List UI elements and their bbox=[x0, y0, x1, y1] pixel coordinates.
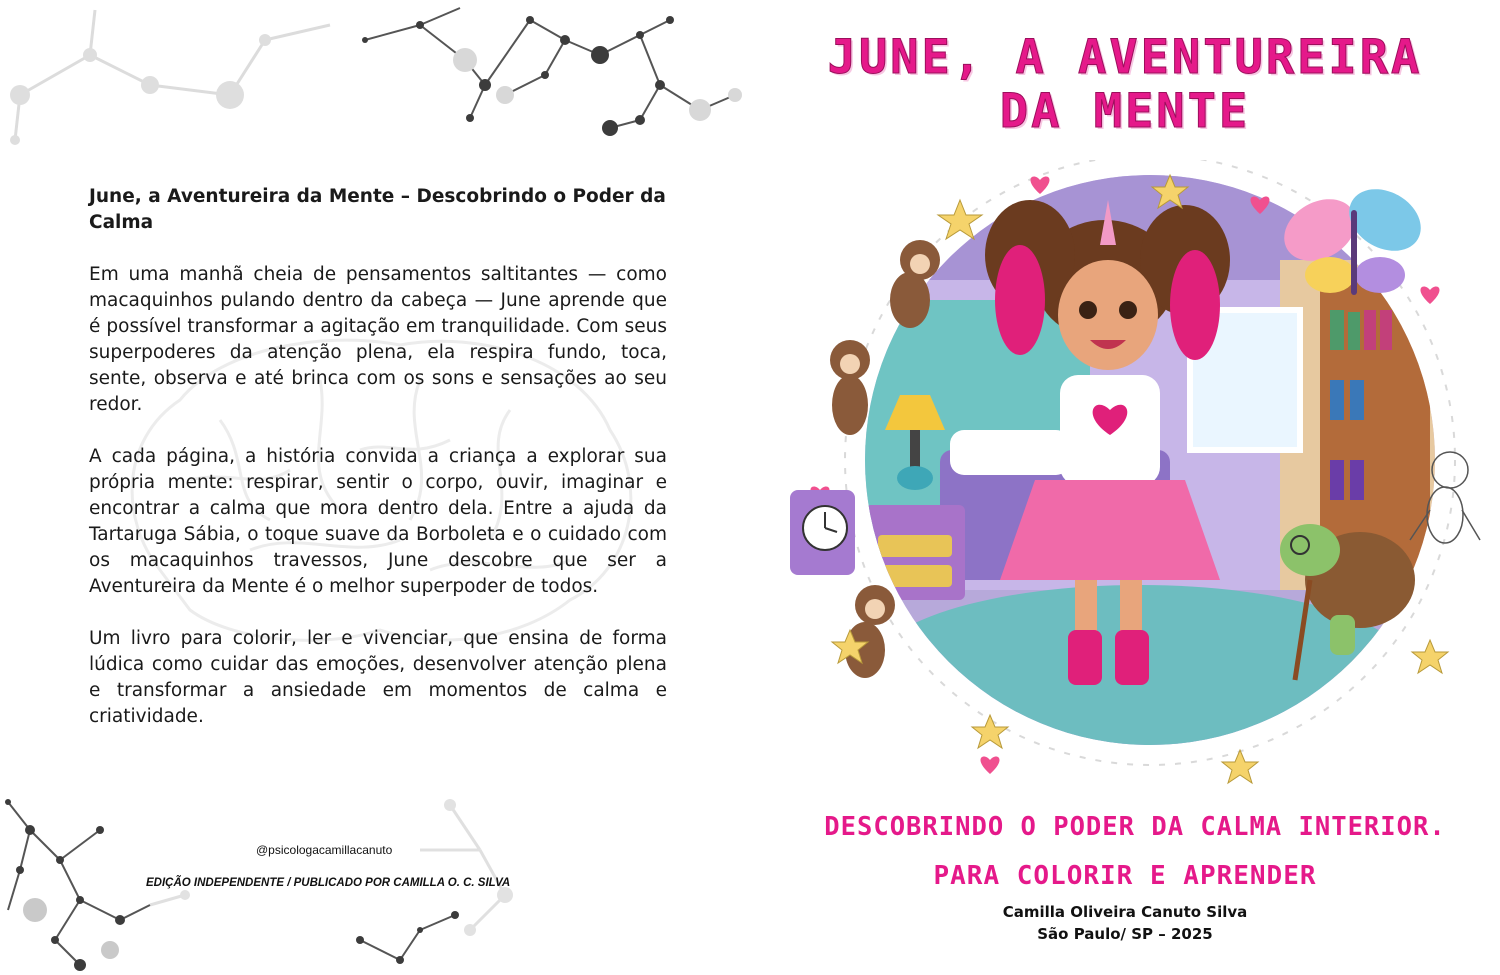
subtitle-line-1: DESCOBRINDO O PODER DA CALMA INTERIOR. bbox=[824, 812, 1446, 842]
social-handle: @psicologacamillacanuto bbox=[256, 843, 393, 857]
blurb-title: June, a Aventureira da Mente – Descobrindo o Poder da Calma bbox=[89, 186, 666, 233]
molecule-decoration-top bbox=[0, 0, 750, 160]
place-year: São Paulo/ SP – 2025 bbox=[1037, 925, 1213, 943]
edition-note: EDIÇÃO INDEPENDENTE / PUBLICADO POR CAMILLA O. C. SILVA bbox=[146, 877, 511, 889]
book-title-line-1: JUNE, A AVENTUREIRA bbox=[827, 30, 1423, 85]
cover-illustration bbox=[790, 160, 1490, 790]
blurb-paragraph: Em uma manhã cheia de pensamentos saltitantes — como macaquinhos pulando dentro da cabeça — June aprende que é possível transformar a agitação em tranquilidade. Com seus superpoderes da atenção plena, ela respira fundo, toca, sente, observa e até brinca com os sons e sensações ao seu redor. bbox=[89, 264, 667, 415]
blurb-paragraph: Um livro para colorir, ler e vivenciar, que ensina de forma lúdica como cuidar das emoções, desenvolver atenção plena e transformar a ansiedade em momentos de calma e criatividade. bbox=[89, 628, 667, 727]
blurb-paragraph: A cada página, a história convida a criança a explorar sua própria mente: respirar, sentir o corpo, ouvir, imaginar e encontrar a calma que mora dentro dela. Entre a ajuda da Tartaruga Sábia, o toque suave da Borboleta e o cuidado com os macaquinhos travessos, June descobre que ser a Aventureira da Mente é o melhor superpoder de todos. bbox=[89, 446, 667, 597]
book-title-line-2: DA MENTE bbox=[999, 84, 1251, 139]
back-cover-blurb bbox=[89, 184, 667, 756]
alarm-clock-image bbox=[790, 490, 855, 575]
subtitle-line-2: PARA COLORIR E APRENDER bbox=[933, 861, 1317, 891]
author-name: Camilla Oliveira Canuto Silva bbox=[1002, 903, 1248, 921]
